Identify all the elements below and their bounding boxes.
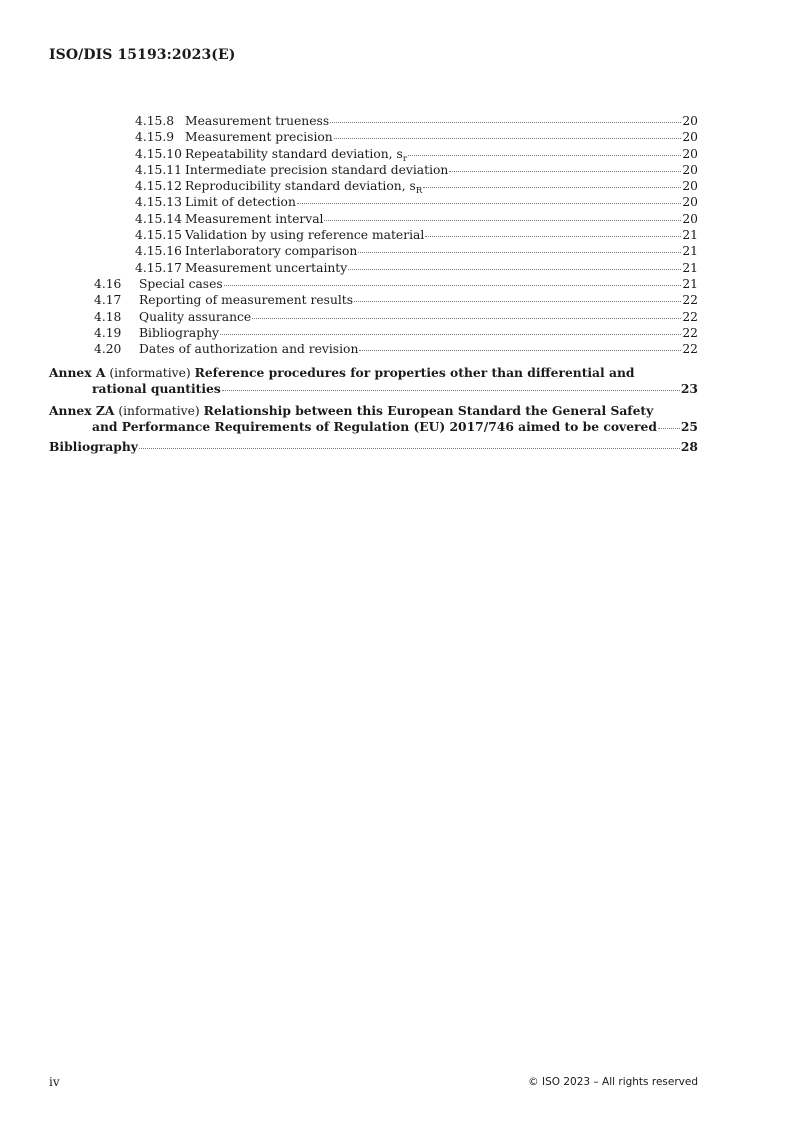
dot-leader — [358, 252, 681, 253]
toc-entry-title: Special cases — [139, 276, 223, 291]
toc-entry-page: 22 — [682, 325, 698, 340]
toc-entry-4-15-14[interactable] — [49, 211, 698, 227]
dot-leader — [220, 334, 681, 335]
toc-entry-number: 4.20 — [94, 342, 122, 357]
toc-entry-title: Limit of detection — [185, 195, 296, 210]
annex-title-line1: Relationship between this European Standard the General Safety — [203, 403, 654, 419]
table-of-contents — [49, 113, 698, 456]
page-number: iv — [49, 1075, 60, 1089]
document-id: ISO/DIS 15193:2023(E) — [49, 47, 236, 63]
annex-title-line2: rational quantities — [92, 381, 221, 397]
toc-entry-title: Measurement interval — [185, 211, 324, 226]
dot-leader — [224, 285, 682, 286]
toc-entry-page: 20 — [682, 162, 698, 177]
toc-entry-number: 4.15.11 — [135, 162, 182, 177]
toc-entry-page: 22 — [682, 342, 698, 357]
toc-entry-page: 22 — [682, 293, 698, 308]
annex-title-line2: and Performance Requirements of Regulation (EU) 2017/746 aimed to be covered — [92, 419, 657, 435]
dot-leader — [449, 171, 681, 172]
annex-label: Annex A — [49, 365, 106, 381]
dot-leader — [359, 350, 681, 351]
toc-entry-page: 21 — [682, 228, 698, 243]
toc-entry-title: Bibliography — [49, 439, 138, 455]
toc-entry-number: 4.15.9 — [135, 130, 175, 145]
toc-entry-annex-za[interactable] — [49, 403, 698, 435]
toc-entry-number: 4.15.12 — [135, 179, 182, 194]
subscript: r — [402, 153, 407, 164]
toc-entry-title: Dates of authorization and revision — [139, 342, 359, 357]
dot-leader — [330, 122, 681, 123]
dot-leader — [408, 155, 681, 156]
toc-entry-4-19[interactable] — [49, 325, 698, 341]
dot-leader — [348, 269, 681, 270]
toc-entry-title: Repeatability standard deviation, s — [185, 146, 403, 161]
annex-type: (informative) — [118, 404, 200, 419]
toc-entry-title: Reproducibility standard deviation, s — [185, 179, 416, 194]
toc-entry-4-15-11[interactable] — [49, 162, 698, 178]
toc-entry-number: 4.15.13 — [135, 195, 182, 210]
dot-leader — [222, 390, 680, 391]
toc-entry-number: 4.18 — [94, 309, 122, 324]
toc-entry-4-17[interactable] — [49, 292, 698, 308]
toc-entry-number: 4.15.16 — [135, 244, 182, 259]
toc-entry-title: Bibliography — [139, 325, 219, 340]
dot-leader — [139, 448, 680, 449]
annex-title-line1: Reference procedures for properties other than differential and — [194, 365, 635, 381]
toc-entry-number: 4.19 — [94, 325, 122, 340]
toc-entry-page: 21 — [682, 276, 698, 291]
toc-entry-page: 23 — [680, 381, 698, 397]
dot-leader — [334, 138, 682, 139]
toc-entry-number: 4.15.15 — [135, 228, 182, 243]
toc-entry-page: 21 — [682, 260, 698, 275]
subscript: R — [415, 186, 423, 197]
dot-leader — [425, 236, 681, 237]
dot-leader — [324, 220, 681, 221]
toc-entry-page: 20 — [682, 130, 698, 145]
copyright-notice: © ISO 2023 – All rights reserved — [528, 1076, 698, 1088]
dot-leader — [423, 187, 681, 188]
toc-entry-4-15-16[interactable] — [49, 243, 698, 259]
toc-entry-title: Validation by using reference material — [185, 228, 425, 243]
toc-entry-page: 20 — [682, 146, 698, 161]
toc-entry-title: Interlaboratory comparison — [185, 244, 358, 259]
toc-entry-4-15-12[interactable] — [49, 178, 698, 197]
dot-leader — [297, 203, 681, 204]
toc-entry-number: 4.15.14 — [135, 211, 182, 226]
toc-entry-title: Measurement precision — [185, 130, 333, 145]
toc-entry-page: 25 — [680, 419, 698, 435]
toc-entry-number: 4.15.10 — [135, 146, 182, 161]
toc-entry-4-16[interactable] — [49, 276, 698, 292]
toc-entry-4-15-17[interactable] — [49, 260, 698, 276]
toc-entry-4-15-8[interactable] — [49, 113, 698, 129]
annex-label: Annex ZA — [49, 403, 115, 419]
toc-entry-title: Quality assurance — [139, 309, 252, 324]
toc-entry-title: Measurement uncertainty — [185, 260, 348, 275]
toc-entry-page: 21 — [682, 244, 698, 259]
toc-entry-title: Measurement trueness — [185, 114, 330, 128]
toc-entry-page: 20 — [682, 195, 698, 210]
toc-entry-annex-a[interactable] — [49, 365, 698, 397]
dot-leader — [354, 301, 681, 302]
toc-entry-4-15-10[interactable] — [49, 146, 698, 162]
toc-entry-page: 28 — [680, 439, 698, 455]
toc-entry-4-20[interactable] — [49, 341, 698, 357]
toc-entry-number: 4.15.17 — [135, 260, 182, 275]
toc-entry-4-15-15[interactable] — [49, 227, 698, 243]
annex-type: (informative) — [109, 366, 191, 381]
toc-entry-page: 22 — [682, 309, 698, 324]
toc-entry-number: 4.15.8 — [135, 114, 175, 128]
toc-entry-page: 20 — [682, 211, 698, 226]
toc-entry-4-18[interactable] — [49, 309, 698, 325]
toc-entry-number: 4.16 — [94, 276, 122, 291]
toc-entry-page: 20 — [682, 114, 698, 128]
toc-entry-title: Reporting of measurement results — [139, 293, 354, 308]
toc-entry-page: 20 — [682, 179, 698, 194]
dot-leader — [658, 428, 680, 429]
dot-leader — [252, 318, 681, 319]
toc-entry-4-15-9[interactable] — [49, 129, 698, 145]
toc-entry-title: Intermediate precision standard deviation — [185, 162, 449, 177]
toc-entry-number: 4.17 — [94, 293, 122, 308]
toc-entry-bibliography[interactable] — [49, 439, 698, 455]
